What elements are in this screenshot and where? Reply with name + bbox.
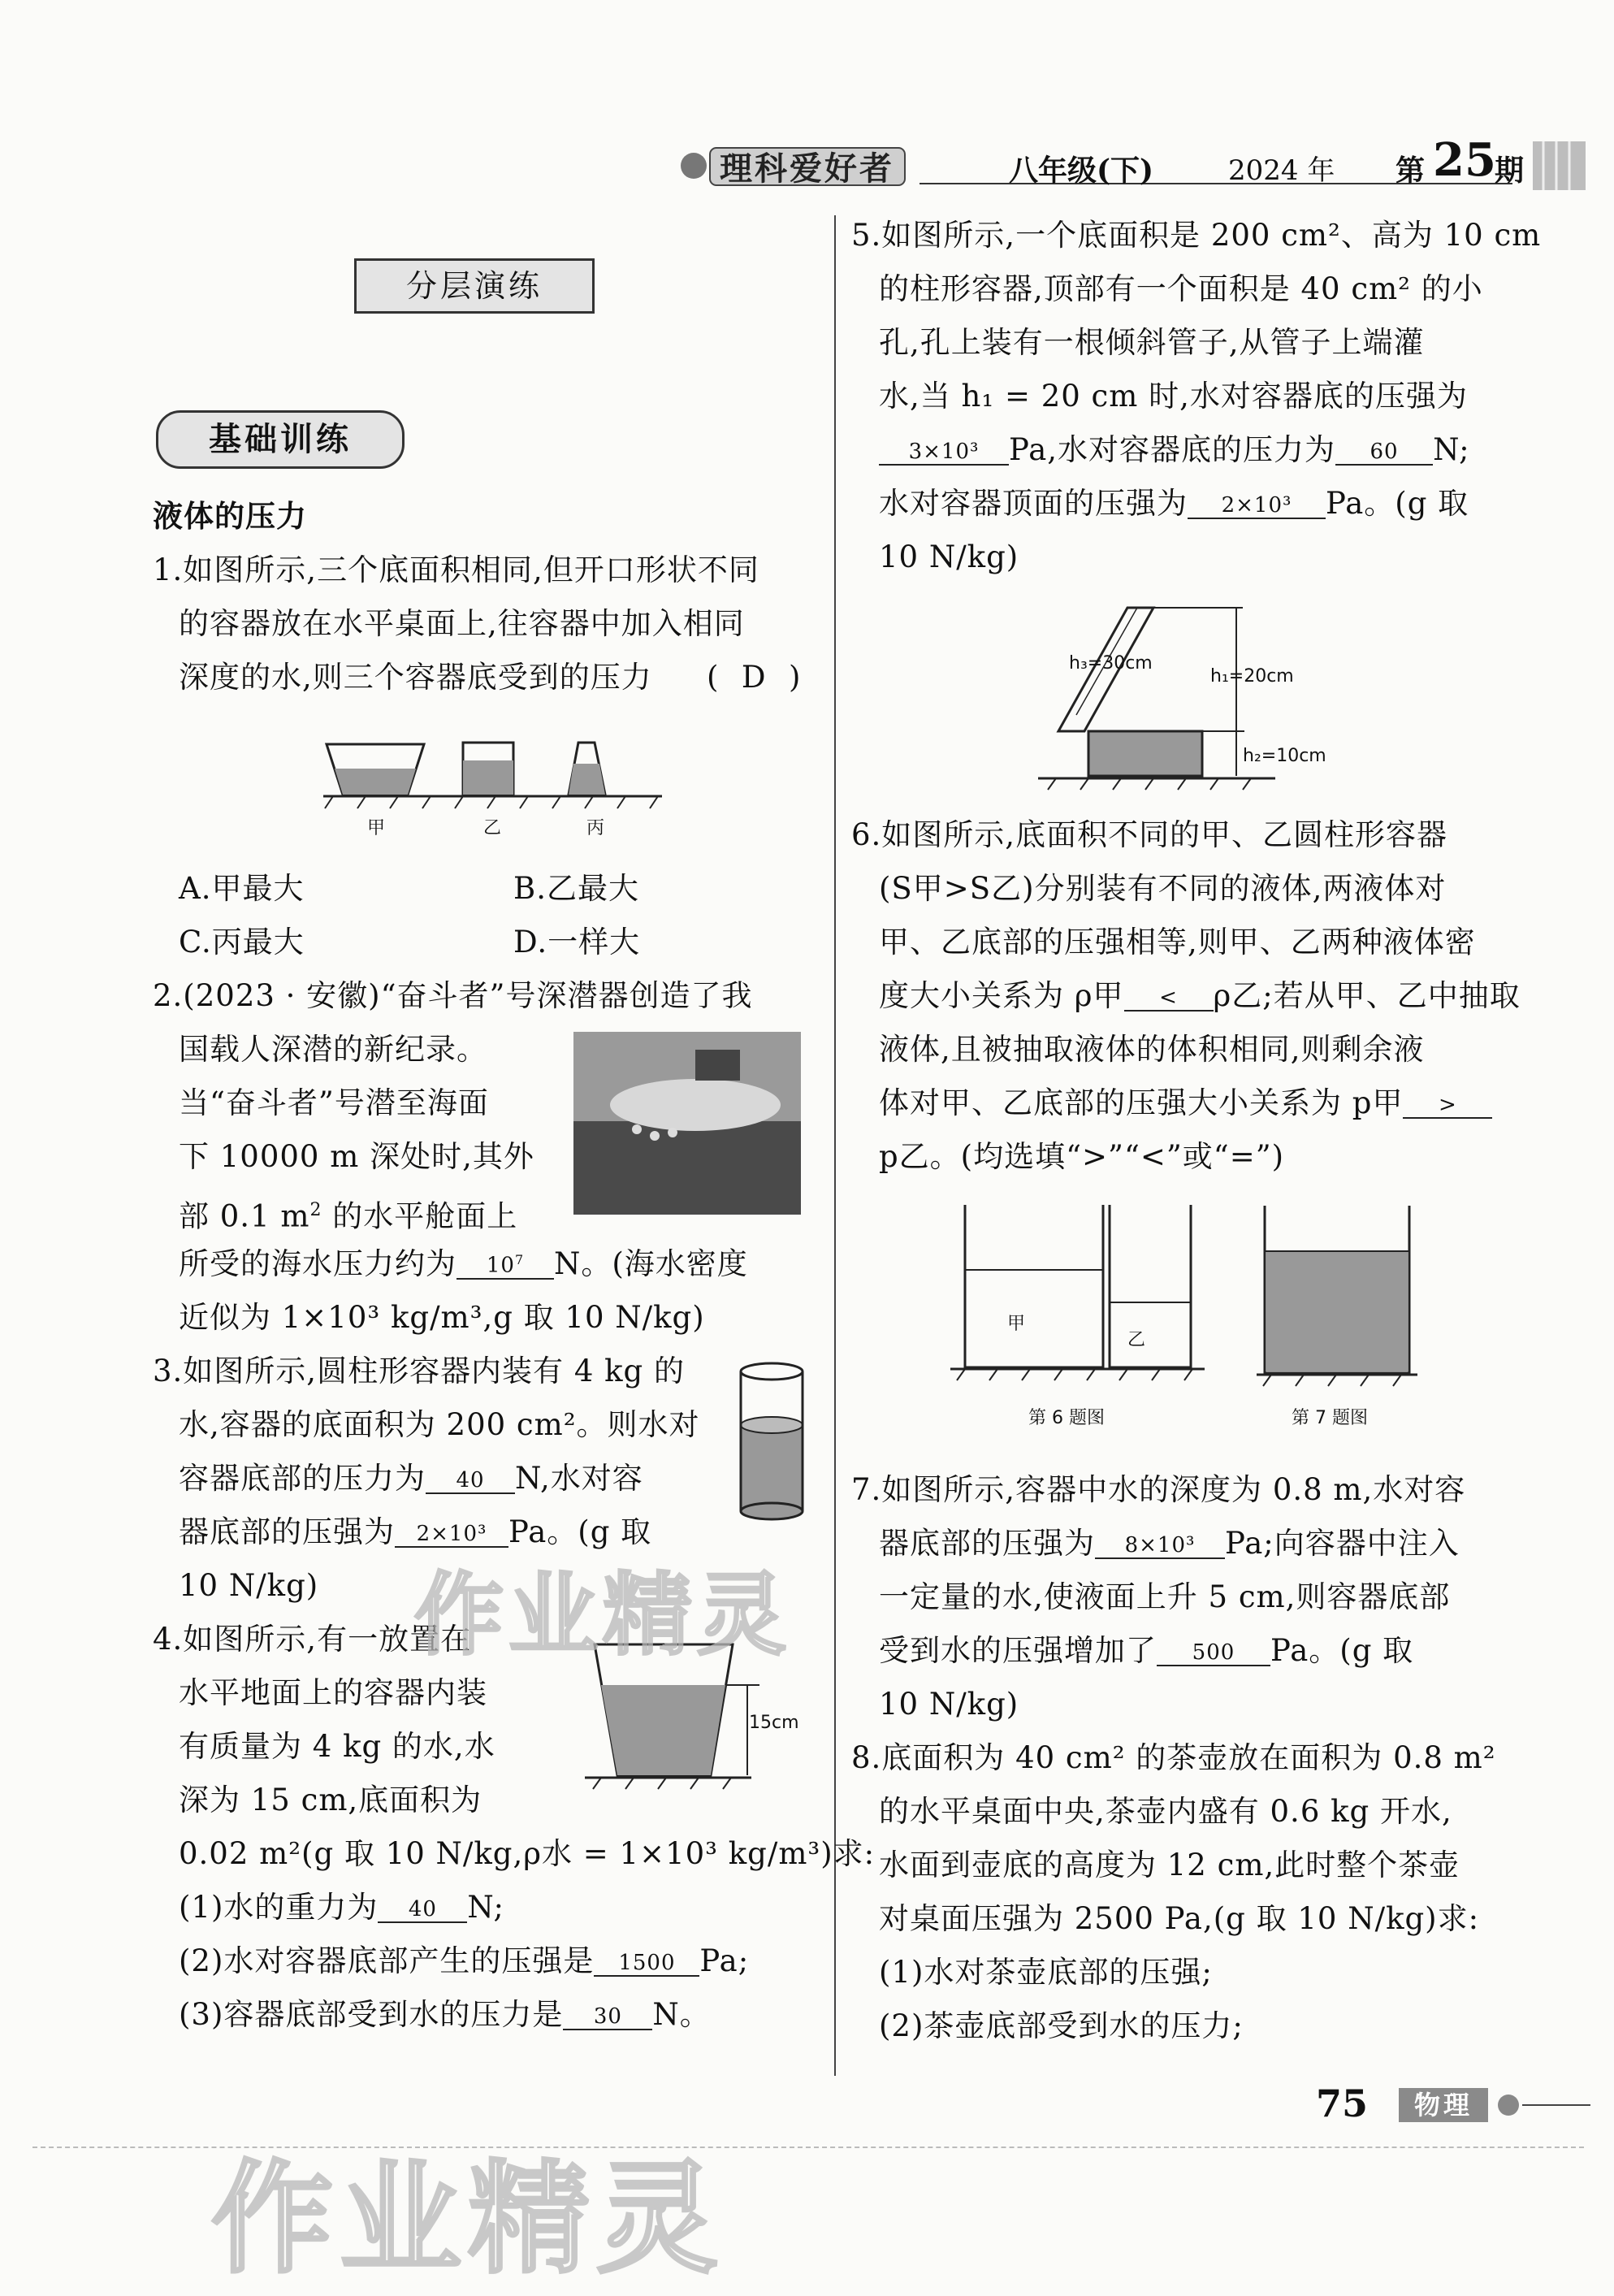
q1-line1: 1.如图所示,三个底面积相同,但开口形状不同 bbox=[153, 552, 759, 587]
q8-sub2: (2)茶壶底部受到水的压力; bbox=[879, 2008, 1244, 2043]
watermark-upper: 作业精灵 bbox=[414, 1563, 791, 1667]
q5-h3-label: h₃=30cm bbox=[1069, 653, 1153, 674]
q3-line4: 器底部的压强为 2×10³ Pa。(g 取 bbox=[179, 1514, 652, 1549]
watermark-lower: 作业精灵 bbox=[211, 2149, 725, 2290]
q1-label-jia: 甲 bbox=[367, 818, 386, 838]
q4-sub2: (2)水对容器底部产生的压强是 1500 Pa; bbox=[179, 1943, 750, 1978]
q7-figure bbox=[1255, 1202, 1421, 1389]
q6-answer2: > bbox=[1403, 1093, 1492, 1119]
q5-line1: 5.如图所示,一个底面积是 200 cm²、高为 10 cm bbox=[851, 218, 1542, 253]
q6-line3: 甲、乙底部的压强相等,则甲、乙两种液体密 bbox=[879, 925, 1476, 960]
q1-containers-figure bbox=[317, 731, 666, 812]
q6-line7: p乙。(均选填“>”“<”或“=”) bbox=[879, 1139, 1285, 1174]
q5-line6: 水对容器顶面的压强为 2×10³ Pa。(g 取 bbox=[879, 486, 1469, 521]
year-label: 2024 年 bbox=[1228, 154, 1335, 187]
q3-answer2: 2×10³ bbox=[395, 1522, 508, 1548]
q6-label-jia: 甲 bbox=[1007, 1314, 1026, 1334]
q4-depth-label: 15cm bbox=[749, 1713, 799, 1733]
q1-label-bing: 丙 bbox=[586, 818, 605, 838]
q7-line4: 受到水的压强增加了 500 Pa。(g 取 bbox=[879, 1633, 1414, 1668]
q8-line4: 对桌面压强为 2500 Pa,(g 取 10 N/kg)求: bbox=[879, 1901, 1480, 1936]
column-divider bbox=[834, 215, 836, 2076]
page-header bbox=[676, 133, 1586, 198]
q6-label-yi: 乙 bbox=[1127, 1330, 1146, 1350]
issue-suffix: 期 bbox=[1495, 154, 1525, 188]
q8-line1: 8.底面积为 40 cm² 的茶壶放在面积为 0.8 m² bbox=[851, 1740, 1496, 1775]
q7-answer1: 8×10³ bbox=[1095, 1533, 1225, 1559]
q7-line5: 10 N/kg) bbox=[879, 1687, 1019, 1722]
q7-line2: 器底部的压强为 8×10³ Pa;向容器中注入 bbox=[879, 1526, 1460, 1561]
submersible-photo bbox=[573, 1032, 801, 1215]
q1-option-b: B.乙最大 bbox=[513, 871, 639, 906]
q8-line3: 水面到壶底的高度为 12 cm,此时整个茶壶 bbox=[879, 1848, 1460, 1882]
footer-ornament bbox=[1495, 2091, 1592, 2119]
q6-line2: (S甲>S乙)分别装有不同的液体,两液体对 bbox=[879, 871, 1447, 906]
q5-line5: 3×10³ Pa,水对容器底的压力为 60 N; bbox=[879, 432, 1470, 468]
q5-h2-label: h₂=10cm bbox=[1243, 746, 1326, 766]
q4-line5: 0.02 m²(g 取 10 N/kg,ρ水 = 1×10³ kg/m³)求: bbox=[179, 1836, 876, 1871]
q1-option-c: C.丙最大 bbox=[179, 925, 305, 960]
q2-line6: 所受的海水压力约为 $10^7$ N。(海水密度 bbox=[179, 1246, 748, 1281]
q6-line1: 6.如图所示,底面积不同的甲、乙圆柱形容器 bbox=[851, 817, 1448, 852]
q2-line4: 下 10000 m 深处时,其外 bbox=[179, 1139, 534, 1174]
grade-label: 八年级(下) bbox=[1009, 154, 1154, 188]
q4-answer1: 40 bbox=[378, 1897, 467, 1923]
section-layered-title: 分层演练 bbox=[354, 258, 595, 314]
q6-figure bbox=[949, 1198, 1209, 1385]
q3-line2: 水,容器的底面积为 200 cm²。则水对 bbox=[179, 1407, 700, 1442]
section-basic-title: 基础训练 bbox=[156, 410, 405, 469]
q7-answer2: 500 bbox=[1157, 1640, 1270, 1666]
q5-line2: 的柱形容器,顶部有一个面积是 40 cm² 的小 bbox=[879, 271, 1483, 306]
q1-answer-bracket: ( D ) bbox=[707, 660, 802, 695]
q7-line3: 一定量的水,使液面上升 5 cm,则容器底部 bbox=[879, 1579, 1451, 1614]
q3-cylinder-figure bbox=[735, 1358, 808, 1525]
q1-option-a: A.甲最大 bbox=[179, 871, 305, 906]
q1-option-d: D.一样大 bbox=[513, 925, 641, 960]
q1-line2: 的容器放在水平桌面上,往容器中加入相同 bbox=[179, 606, 745, 641]
q4-answer2: 1500 bbox=[594, 1951, 699, 1977]
q4-line2: 水平地面上的容器内装 bbox=[179, 1675, 487, 1710]
q2-line7: 近似为 1×10³ kg/m³,g 取 10 N/kg) bbox=[179, 1300, 705, 1335]
q5-answer1: 3×10³ bbox=[879, 440, 1009, 466]
q1-answer: D bbox=[741, 660, 767, 695]
q3-line1: 3.如图所示,圆柱形容器内装有 4 kg 的 bbox=[153, 1354, 685, 1388]
q7-figure-caption: 第 7 题图 bbox=[1292, 1408, 1368, 1428]
q1-line3: 深度的水,则三个容器底受到的压力 bbox=[179, 660, 652, 695]
q2-line3: 当“奋斗者”号潜至海面 bbox=[179, 1085, 489, 1120]
q3-line5: 10 N/kg) bbox=[179, 1568, 319, 1603]
q3-line3: 容器底部的压力为 40 N,水对容 bbox=[179, 1461, 643, 1496]
q2-answer-blank: $10^7$ bbox=[457, 1248, 554, 1280]
q4-answer3: 30 bbox=[563, 2004, 652, 2030]
q5-line4: 水,当 h₁ = 20 cm 时,水对容器底的压强为 bbox=[879, 379, 1468, 414]
q6-figure-caption: 第 6 题图 bbox=[1028, 1408, 1105, 1428]
q4-sub1: (1)水的重力为 40 N; bbox=[179, 1890, 504, 1925]
q5-answer3: 2×10³ bbox=[1188, 493, 1326, 519]
q6-line4: 度大小关系为 ρ甲 < ρ乙;若从甲、乙中抽取 bbox=[879, 978, 1521, 1013]
q5-line3: 孔,孔上装有一根倾斜管子,从管子上端灌 bbox=[879, 325, 1425, 360]
q5-line7: 10 N/kg) bbox=[879, 539, 1019, 574]
q4-line4: 深为 15 cm,底面积为 bbox=[179, 1783, 482, 1817]
q8-sub1: (1)水对茶壶底部的压强; bbox=[879, 1955, 1213, 1990]
q8-line2: 的水平桌面中央,茶壶内盛有 0.6 kg 开水, bbox=[879, 1794, 1452, 1829]
q4-line3: 有质量为 4 kg 的水,水 bbox=[179, 1729, 495, 1764]
topic-heading: 液体的压力 bbox=[153, 499, 307, 534]
q4-sub3: (3)容器底部受到水的压力是 30 N。 bbox=[179, 1997, 711, 2032]
issue-number: 25 bbox=[1433, 133, 1496, 187]
brand-title: 理科爱好者 bbox=[720, 150, 894, 188]
subject-badge: 物理 bbox=[1399, 2088, 1488, 2122]
q6-line5: 液体,且被抽取液体的体积相同,则剩余液 bbox=[879, 1032, 1425, 1067]
q7-line1: 7.如图所示,容器中水的深度为 0.8 m,水对容 bbox=[851, 1472, 1466, 1507]
q2-line1: 2.(2023 · 安徽)“奋斗者”号深潜器创造了我 bbox=[153, 978, 753, 1013]
q5-answer2: 60 bbox=[1335, 440, 1433, 466]
q5-h1-label: h₁=20cm bbox=[1210, 666, 1294, 687]
q6-line6: 体对甲、乙底部的压强大小关系为 p甲 > bbox=[879, 1085, 1492, 1121]
page-number: 75 bbox=[1316, 2082, 1369, 2125]
q1-label-yi: 乙 bbox=[483, 818, 502, 838]
q2-line2: 国载人深潜的新纪录。 bbox=[179, 1032, 487, 1067]
issue-prefix: 第 bbox=[1395, 154, 1426, 188]
q3-answer1: 40 bbox=[426, 1468, 515, 1494]
q5-tube-figure bbox=[1032, 601, 1308, 796]
q6-answer1: < bbox=[1124, 986, 1214, 1012]
q4-line1: 4.如图所示,有一放置在 bbox=[153, 1622, 472, 1657]
q2-line5: 部 0.1 $m^2$ 的水平舱面上 bbox=[179, 1198, 518, 1234]
